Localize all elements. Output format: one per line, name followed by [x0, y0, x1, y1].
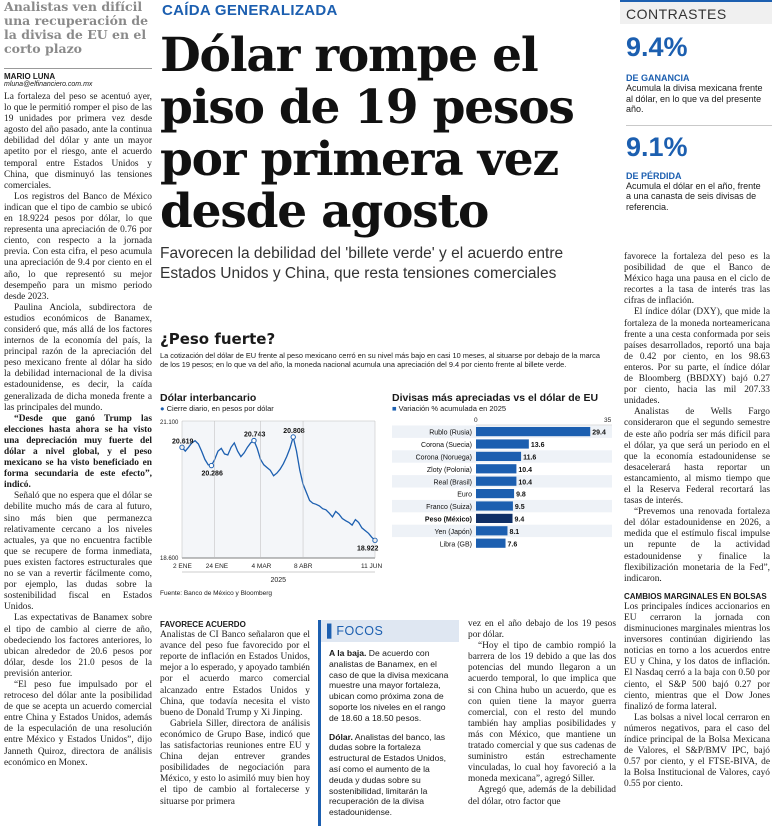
bar-chart-title: Divisas más apreciadas vs el dólar de EU [392, 392, 599, 404]
bar [476, 539, 506, 548]
data-label: 20.808 [283, 428, 305, 436]
right-subhead: CAMBIOS MARGINALES EN BOLSAS [624, 591, 767, 601]
line-chart-title: Dólar interbancario [160, 392, 257, 404]
line-chart [160, 413, 385, 588]
author-email[interactable]: mluna@elfinanciero.com.mx [4, 81, 93, 88]
category-label: Rublo (Rusia) [429, 429, 472, 437]
sidebar-divider [626, 125, 772, 126]
category-label: Peso (México) [424, 516, 472, 524]
x-year-label: 2025 [270, 577, 287, 584]
data-point [252, 438, 256, 442]
bar-value-label: 9.5 [514, 504, 525, 512]
left-paragraph: Los registros del Banco de México indican que el tipo de cambio se ubicó en 18.9224 pesos por dólar, lo que representa una apreciación de 0.76 por ciento, con respecto a la jornada previa. Con esta cifra, el peso acumula una apreciación de 9.4 por ciento en el año, lo que representó su mejor desempeño para un mismo periodo desde 2023. [4, 191, 152, 302]
bottom-col-1 [160, 619, 310, 808]
stat-label-gain: DE GANANCIA [626, 73, 690, 83]
focos-text [321, 642, 459, 818]
right-paragraph: Las bolsas a nivel local cerraron en números negativos, para el caso del índice principal de la Bolsa Mexicana de Valores, el S&P/BMV IPC, bajó 0.57 por ciento, y el FTSE-BIVA, de la Bolsa Institucional de Valores, cayó 0.55 por ciento. [624, 712, 770, 790]
x-tick-label: 35 [604, 417, 612, 424]
bar-value-label: 10.4 [518, 479, 533, 487]
category-label: Real (Brasil) [433, 479, 472, 487]
bar [476, 427, 590, 436]
left-paragraph: Paulina Anciola, subdirectora de estudios económicos de Banamex, consideró que, más allá de los factores internos de la economía del país, la principal razón de la apreciación del peso mexicano frente al dólar ha sido la debilidad internacional de la divisa estadounidense, es decir, la caída generalizada de dicha moneda frente a las principales del mundo. [4, 302, 152, 413]
bar-value-label: 8.1 [509, 528, 520, 536]
focos-title: ▌FOCOS [321, 620, 459, 642]
focos-box [318, 620, 459, 826]
plot-area [182, 421, 375, 558]
section-label: CAÍDA GENERALIZADA [162, 2, 338, 19]
bar [476, 439, 529, 448]
line-chart-legend: ● Cierre diario, en pesos por dólar [160, 404, 274, 413]
graphic-intro: La cotización del dólar de EU frente al peso mexicano cerró en su nivel más bajo en casi 10 meses, al situarse por debajo de la marca de los 19 pesos; en lo que va del año, la moneda nacional acumula una apreciación del 9.4 por ciento frente al billete verde. [160, 351, 600, 369]
category-label: Yen (Japón) [434, 528, 472, 536]
sidebar-title: CONTRASTES [620, 0, 772, 24]
data-label: 20.619 [172, 438, 194, 446]
stat-value-loss: 9.1% [626, 131, 688, 162]
left-column [4, 0, 152, 769]
col3-paragraph: “Hoy el tipo de cambio rompió la barrera de los 19 debido a que las dos potencias del mundo llegaron a un acuerdo temporal, lo que implica que si con China hubo un acuerdo, que es con quien tiene la mayor guerra comercial, con el resto del mundo también hay amplias posibilidades y más con México, que mantiene un tratado comercial y que sus cadenas de suministro están estrechamente vinculadas, lo cual hoy favoreció a la moneda mexicana”, agregó Siller. [468, 641, 616, 785]
data-point [209, 463, 213, 467]
category-label: Corona (Noruega) [415, 454, 472, 462]
left-body [4, 92, 152, 769]
data-label: 18.922 [357, 545, 379, 553]
right-paragraph: Los principales índices accionarios en EU cerraron la jornada con disminuciones marginales mientras los inversores continúan digiriendo las noticias en torno a los acuerdos entre EU y China, y los datos de inflación. El Nasdaq cerró a la baja con 0.50 por ciento, el S&P 500 bajó 0.27 por ciento, mientras que el Dow Jones finalizó de forma lateral. [624, 601, 770, 712]
left-paragraph: “Desde que ganó Trump las elecciones hasta ahora se ha visto una depreciación muy fuerte del dólar a nivel global, y el peso mexicano se ha visto beneficiado en forma secundaria de este efecto”, indicó. [4, 413, 152, 491]
bar [476, 501, 513, 510]
line-chart-block [160, 392, 385, 592]
col1-paragraph: Gabriela Siller, directora de análisis económico de Grupo Base, indicó que las satisfactorias reuniones entre EU y China dejan entrever grandes posibilidades de negociación para México, y esto lo asimiló muy bien hoy el tipo de cambio al fortalecerse y situarse por primera [160, 718, 310, 807]
headline: Dólar rompe el piso de 19 pesos por primera vez desde agosto [160, 28, 574, 239]
x-tick-label: 11 JUN [361, 563, 383, 570]
x-tick-label: 24 ENE [205, 563, 229, 570]
bar-value-label: 10.4 [518, 466, 533, 474]
category-label: Corona (Suecia) [421, 442, 472, 450]
right-paragraph: El índice dólar (DXY), que mide la fortaleza de la moneda norteamericana frente a una cesta conformada por seis países desarrollados, reportó una baja de 0.42 por ciento, en los 98.63 enteros. Por su parte, el índice dólar de Bloomberg (BBDXY) bajó 0.27 por ciento, hacia las mil 207.33 unidades. [624, 307, 770, 407]
x-tick-label: 0 [474, 417, 478, 424]
contrastes-sidebar [620, 0, 772, 212]
category-label: Zloty (Polonia) [426, 466, 472, 474]
category-label: Euro [457, 491, 472, 499]
right-paragraph: favorece la fortaleza del peso es la posibilidad de que el Banco de México haga una pausa en el ciclo de recortes a la tasa de interés tras las cifras de inflación. [624, 252, 770, 307]
stat-value-gain: 9.4% [626, 32, 688, 62]
bottom-col-3 [468, 619, 616, 808]
bar-value-label: 11.6 [523, 454, 537, 462]
focos-item: Dólar. Analistas del banco, las dudas sobre la fortaleza estructural de Estados Unidos, así como el aumento de la deuda y dudas sobre su sostenibilidad, limitarán la recuperación de la divisa estadounidense. [329, 731, 447, 818]
bar-chart-block [392, 392, 618, 592]
data-point [291, 435, 295, 439]
article-kicker: Analistas ven difícil una recuperación de la divisa de EU en el corto plazo [4, 0, 149, 56]
bar-value-label: 29.4 [592, 429, 606, 437]
col1-paragraph: Analistas de CI Banco señalaron que el avance del peso fue favorecido por el reporte de inflación en Estados Unidos, mejor a lo esperado, y apoyado también por el acuerdo marco comercial alcanzado entre Estados Unidos y China, que todavía necesita el visto bueno de Donald Trump y Xi Jinping. [160, 630, 310, 718]
subheadline: Favorecen la debilidad del 'billete verde' y el acuerdo entre Estados Unidos y China, que resta tensiones comerciales [160, 245, 564, 282]
bar-value-label: 13.6 [530, 442, 545, 450]
data-label: 20.286 [201, 470, 223, 478]
bar [476, 526, 507, 535]
stat-label-loss: DE PÉRDIDA [626, 170, 682, 181]
stat-desc-loss: Acumula el dólar en el año, frente a una canasta de seis divisas de referencia. [626, 180, 761, 212]
left-paragraph: Las expectativas de Banamex sobre el tipo de cambio al cierre de año, obedeciendo los factores anteriores, lo ubican alrededor de 20.6 pesos por dólar, desde los 21.0 pesos de la previsión anterior. [4, 613, 152, 679]
x-tick-label: 4 MAR [251, 563, 272, 570]
category-label: Libra (GB) [439, 541, 472, 549]
x-tick-label: 8 ABR [294, 563, 313, 570]
col3-paragraph: vez en el año debajo de los 19 pesos por dólar. [468, 619, 616, 641]
bar [476, 514, 513, 523]
infographic [160, 330, 618, 597]
left-paragraph: Señaló que no espera que el dólar se debilite mucho más de cara al futuro, sino más bien que permanezca relativamente cercano a los niveles actuales, ya que no encuentra factible que se recupere de forma inmediata, pues existen factores estructurales que no se van a revertir fácilmente como, por ejemplo, las dudas sobre la sostenibilidad fiscal en Estados Unidos. [4, 491, 152, 613]
bar [476, 489, 514, 498]
y-tick-label: 18.600 [160, 556, 179, 562]
bar-value-label: 9.4 [514, 516, 525, 524]
bar-chart [392, 413, 618, 588]
focos-item: A la baja. De acuerdo con analistas de Banamex, en el caso de que la divisa mexicana muestre una mayor fortaleza, ubican como próxima zona de soporte los niveles en el rango de 18.60 a 18.50 pesos. [329, 648, 449, 723]
right-paragraph: “Prevemos una renovada fortaleza del dólar estadounidense en 2026, a medida que el estímulo fiscal impulse un repunte de la actividad estadounidense y finalice la flexibilización monetaria de la Fed”, indicaron. [624, 507, 770, 584]
bar [476, 452, 521, 461]
left-paragraph: “El peso fue impulsado por el retroceso del dólar ante la posibilidad de que se acepta un acuerdo comercial entre China y Estados Unidos, además de la especulación de una resolución entre México y Estados Unidos”, dijo Janneth Quiroz, directora de análisis económico en Monex. [4, 679, 152, 768]
stat-desc-gain: Acumula la divisa mexicana frente al dólar, en lo que va del presente año. [626, 83, 763, 114]
graphic-question: ¿Peso fuerte? [160, 330, 276, 348]
col1-subhead: FAVORECE ACUERDO [160, 620, 246, 629]
x-tick-label: 2 ENE [173, 563, 192, 570]
bar-value-label: 7.6 [507, 541, 518, 549]
bar-value-label: 9.8 [516, 491, 526, 499]
bar [476, 477, 516, 486]
y-tick-label: 21.100 [160, 420, 179, 426]
left-paragraph: La fortaleza del peso se acentuó ayer, lo que le permitió romper el piso de las 19 unidades por primera vez desde agosto del año pasado, ante la continua debilidad del dólar y ante un mayor apetito por el riesgo, ante el acuerdo temporal entre Estados Unidos y China, que disminuyó las tensiones comerciales. [4, 92, 152, 191]
graphic-source: Fuente: Banco de México y Bloomberg [160, 590, 273, 597]
data-label: 20.743 [243, 431, 266, 439]
bar [476, 464, 516, 473]
col3-paragraph: Agregó que, además de la debilidad del dólar, otro factor que [468, 785, 616, 807]
author-name: MARIO LUNA [4, 68, 152, 81]
category-label: Franco (Suiza) [426, 504, 472, 512]
right-column [624, 252, 770, 791]
bar-chart-legend: ■ Variación % acumulada en 2025 [392, 404, 507, 413]
right-paragraph: Analistas de Wells Fargo consideraron que el segundo semestre de este año podría ser más difícil para el dólar, ya que será un periodo en el que la economía estadounidense se desacelerará hasta reportar un estancamiento, al mismo tiempo que el la Reserva Federal recortará las tasas de interés. [624, 407, 770, 507]
